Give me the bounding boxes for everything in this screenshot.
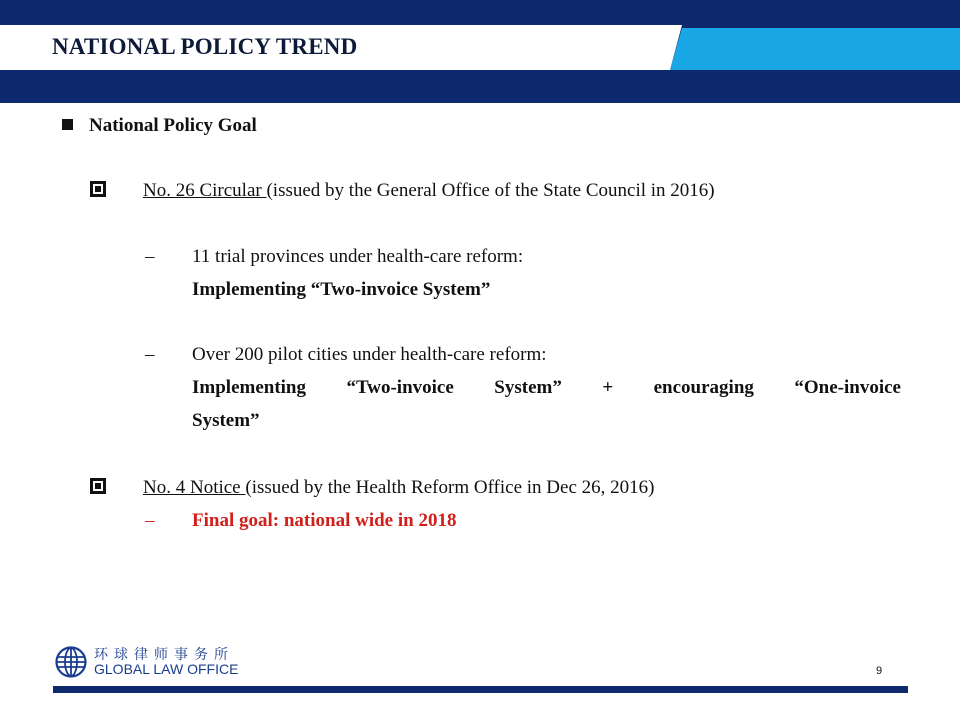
final-goal-text: Final goal: national wide in 2018: [192, 510, 457, 531]
filled-square-bullet-icon: [62, 119, 73, 130]
list-item: [143, 180, 715, 203]
sub-item-emphasis-continued: System”: [192, 410, 260, 431]
circular-26-description: (issued by the General Office of the State Council in 2016): [266, 180, 715, 201]
logo-english-name: GLOBAL LAW OFFICE: [94, 661, 239, 677]
dash-bullet: –: [145, 510, 155, 531]
notice-4-description: (issued by the Health Reform Office in Dec 26, 2016): [245, 477, 655, 498]
sub-item-text: Over 200 pilot cities under health-care reform:: [192, 344, 547, 365]
dash-bullet: –: [145, 246, 155, 267]
hollow-square-bullet-icon: [90, 478, 106, 494]
sub-item-text: 11 trial provinces under health-care reform:: [192, 246, 524, 267]
globe-logo-icon: [55, 646, 87, 678]
footer-bar: [53, 686, 908, 693]
header-accent-stripe: [670, 28, 960, 70]
sub-item-emphasis: Implementing “Two-invoice System” + encouraging “One-invoice: [192, 377, 901, 398]
dash-bullet: –: [145, 344, 155, 365]
notice-4-link-text: No. 4 Notice: [143, 477, 246, 498]
circular-26-link-text: No. 26 Circular: [143, 180, 267, 201]
section-heading: National Policy Goal: [89, 115, 257, 136]
list-item: [143, 477, 654, 500]
sub-item-emphasis: Implementing “Two-invoice System”: [192, 279, 491, 300]
logo-chinese-name: 环球律师事务所: [94, 647, 234, 663]
page-title: NATIONAL POLICY TREND: [52, 34, 358, 59]
page-number: 9: [876, 665, 883, 677]
hollow-square-bullet-icon: [90, 181, 106, 197]
